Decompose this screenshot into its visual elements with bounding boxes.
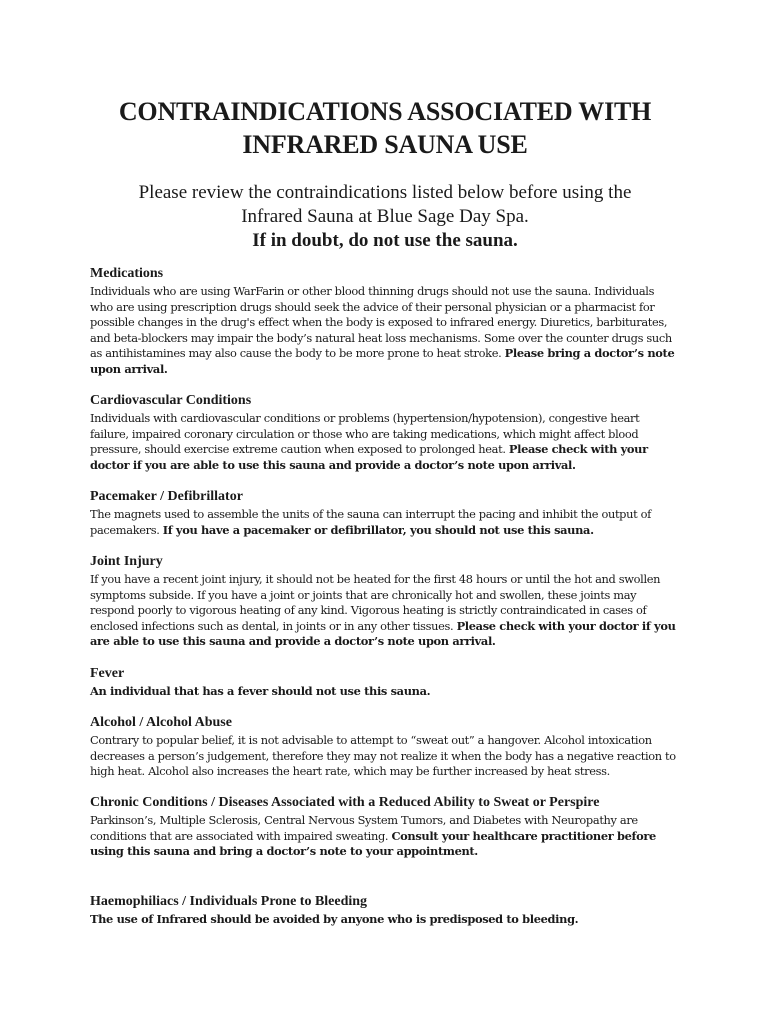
section-fever — [90, 665, 680, 700]
intro-line-2: Infrared Sauna at Blue Sage Day Spa. — [241, 206, 529, 227]
section-body — [90, 733, 680, 780]
section-heading: Pacemaker / Defibrillator — [90, 489, 243, 504]
section-joint-injury — [90, 553, 680, 650]
section-haemophiliacs — [90, 893, 680, 928]
section-text: Contrary to popular belief, it is not advisable to attempt to “sweat out” a hangover. Alcohol intoxication decreases a person’s judgement, therefore they may not realize it when the body has a negative reaction to high heat. Alcohol also increases the heart rate, which may be further increased by heat stress. — [90, 733, 676, 778]
section-heading: Alcohol / Alcohol Abuse — [90, 715, 232, 730]
section-heading: Fever — [90, 666, 125, 681]
section-body — [90, 912, 680, 928]
section-alcohol — [90, 714, 680, 780]
section-heading: Cardiovascular Conditions — [90, 393, 252, 408]
section-body — [90, 411, 680, 473]
section-emphasis: If you have a pacemaker or defibrillator, you should not use this sauna. — [162, 522, 594, 537]
section-cardiovascular — [90, 392, 680, 473]
intro-warning: If in doubt, do not use the sauna. — [252, 230, 518, 251]
section-body — [90, 813, 680, 860]
section-text: The magnets used to assemble the units of the sauna can interrupt the pacing and inhibit the output of pacemakers. — [90, 507, 651, 537]
section-body — [90, 572, 680, 650]
section-heading: Medications — [90, 266, 164, 281]
section-emphasis: Consult your healthcare practitioner before using this sauna and bring a doctor’s note to your appointment. — [90, 828, 656, 858]
section-medications — [90, 265, 680, 377]
page-title — [90, 95, 680, 161]
section-pacemaker — [90, 488, 680, 538]
section-heading: Joint Injury — [90, 554, 163, 569]
intro-text — [90, 181, 680, 253]
title-line-1: CONTRAINDICATIONS ASSOCIATED WITH — [118, 97, 652, 126]
section-heading: Chronic Conditions / Diseases Associated with a Reduced Ability to Sweat or Perspire — [90, 795, 600, 810]
section-body — [90, 284, 680, 377]
title-line-2: INFRARED SAUNA USE — [242, 130, 528, 159]
section-body — [90, 684, 680, 700]
section-emphasis: An individual that has a fever should not use this sauna. — [90, 684, 431, 698]
section-emphasis: The use of Infrared should be avoided by anyone who is predisposed to bleeding. — [90, 912, 579, 926]
section-chronic-conditions — [90, 794, 680, 860]
section-emphasis: Please check with your doctor if you are able to use this sauna and provide a doctor’s note upon arrival. — [90, 618, 676, 648]
section-body — [90, 507, 680, 538]
section-text: If you have a recent joint injury, it should not be heated for the first 48 hours or until the hot and swollen symptoms subside. If you have a joint or joints that are chronically hot and swollen, these joints may respond poorly to vigorous heating of any kind. Vigorous heating is strictly contraindicated in cases of enclosed infections such as dental, in joints or in any other tissues. — [90, 572, 661, 633]
section-text: Individuals with cardiovascular conditions or problems (hypertension/hypotension), congestive heart failure, impaired coronary circulation or those who are taking medications, which might affect blood pressure, should exercise extreme caution when exposed to prolonged heat. — [90, 411, 640, 456]
section-text: Parkinson’s, Multiple Sclerosis, Central Nervous System Tumors, and Diabetes with Neuropathy are conditions that are associated with impaired sweating. — [90, 813, 638, 843]
section-text: Individuals who are using WarFarin or other blood thinning drugs should not use the sauna. Individuals who are using prescription drugs should seek the advice of their personal physician or a pharmacist for possible changes in the drug's effect when the body is exposed to infrared energy. Diuretics, barbiturates, and beta-blockers may impair the body’s natural heat loss mechanisms. Some over the counter drugs such as antihistamines may also cause the body to be more prone to heat stroke. — [90, 284, 672, 360]
section-heading: Haemophiliacs / Individuals Prone to Bleeding — [90, 894, 368, 909]
section-emphasis: Please check with your doctor if you are able to use this sauna and provide a doctor’s note upon arrival. — [90, 442, 648, 472]
intro-line-1: Please review the contraindications listed below before using the — [138, 182, 632, 203]
section-emphasis: Please bring a doctor’s note upon arrival. — [90, 346, 675, 376]
